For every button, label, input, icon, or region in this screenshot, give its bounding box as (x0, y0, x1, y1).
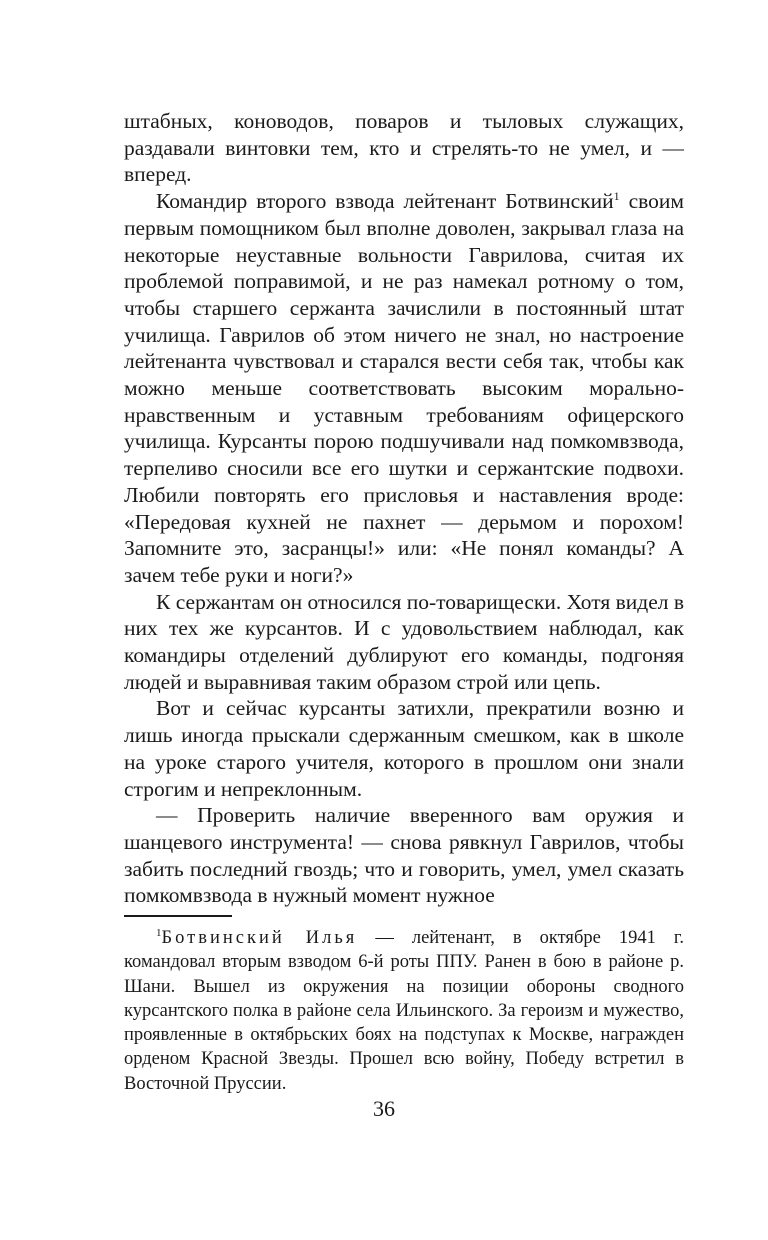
paragraph-2 (124, 188, 684, 589)
footnote (124, 926, 684, 1096)
paragraph-5: — Проверить наличие вверенного вам оружия и шанцевого инструмента! — снова рявкнул Гаврилов, чтобы забить последний гвоздь; что и говорить, умел, умел сказать помкомвзвода в нужный момент нужное (124, 803, 684, 908)
paragraph-1: штабных, коноводов, поваров и тыловых служащих, раздавали винтовки тем, кто и стрелять-то не умел, и — вперед. (124, 109, 684, 187)
main-text (124, 108, 684, 909)
footnote-reference: 1 (613, 188, 620, 203)
footnote-marker: 1 (156, 926, 162, 939)
footnote-text: — лейтенант, в октябре 1941 г. командовал вторым взводом 6-й роты ППУ. Ранен в бою в районе р. Шани. Вышел из окружения на позиции обороны сводного курсантского полка в районе села Ильинского. За героизм и мужество, проявленные в октябрьских боях на подступах к Москве, награжден орденом Красной Звезды. Прошел всю войну, Победу встретил в Восточной Пруссии. (124, 928, 684, 1094)
paragraph-2-start: Командир второго взвода лейтенант Ботвинский (156, 189, 614, 214)
page-number: 36 (373, 1096, 395, 1121)
footnote-name: Ботвинский Илья (161, 928, 358, 948)
paragraph-3: К сержантам он относился по-товарищески. Хотя видел в них тех же курсантов. И с удовольствием наблюдал, как командиры отделений дублируют его команды, подгоняя людей и выравнивая таким образом строй или цепь. (124, 589, 684, 694)
footnote-divider (124, 915, 232, 917)
paragraph-2-rest: своим первым помощником был вполне доволен, закрывал глаза на некоторые неуставные вольности Гаврилова, считая их проблемой поправимой, и не раз намекал ротному о том, чтобы старшего сержанта зачислили в постоянный штат училища. Гаврилов об этом ничего не знал, но настроение лейтенанта чувствовал и старался вести себя так, чтобы как можно меньше соответствовать высоким морально-нравственным и уставным требованиям офицерского училища. Курсанты порою подшучивали над помкомвзвода, терпеливо сносили все его шутки и сержантские подвохи. Любили повторять его присловья и наставления вроде: «Передовая кухней не пахнет — дерьмом и порохом! Запомните это, засранцы!» или: «Не понял команды? А зачем тебе руки и ноги?» (124, 189, 684, 587)
paragraph-4: Вот и сейчас курсанты затихли, прекратили возню и лишь иногда прыскали сдержанным смешком, как в школе на уроке старого учителя, которого в прошлом они знали строгим и непреклонным. (124, 696, 684, 801)
